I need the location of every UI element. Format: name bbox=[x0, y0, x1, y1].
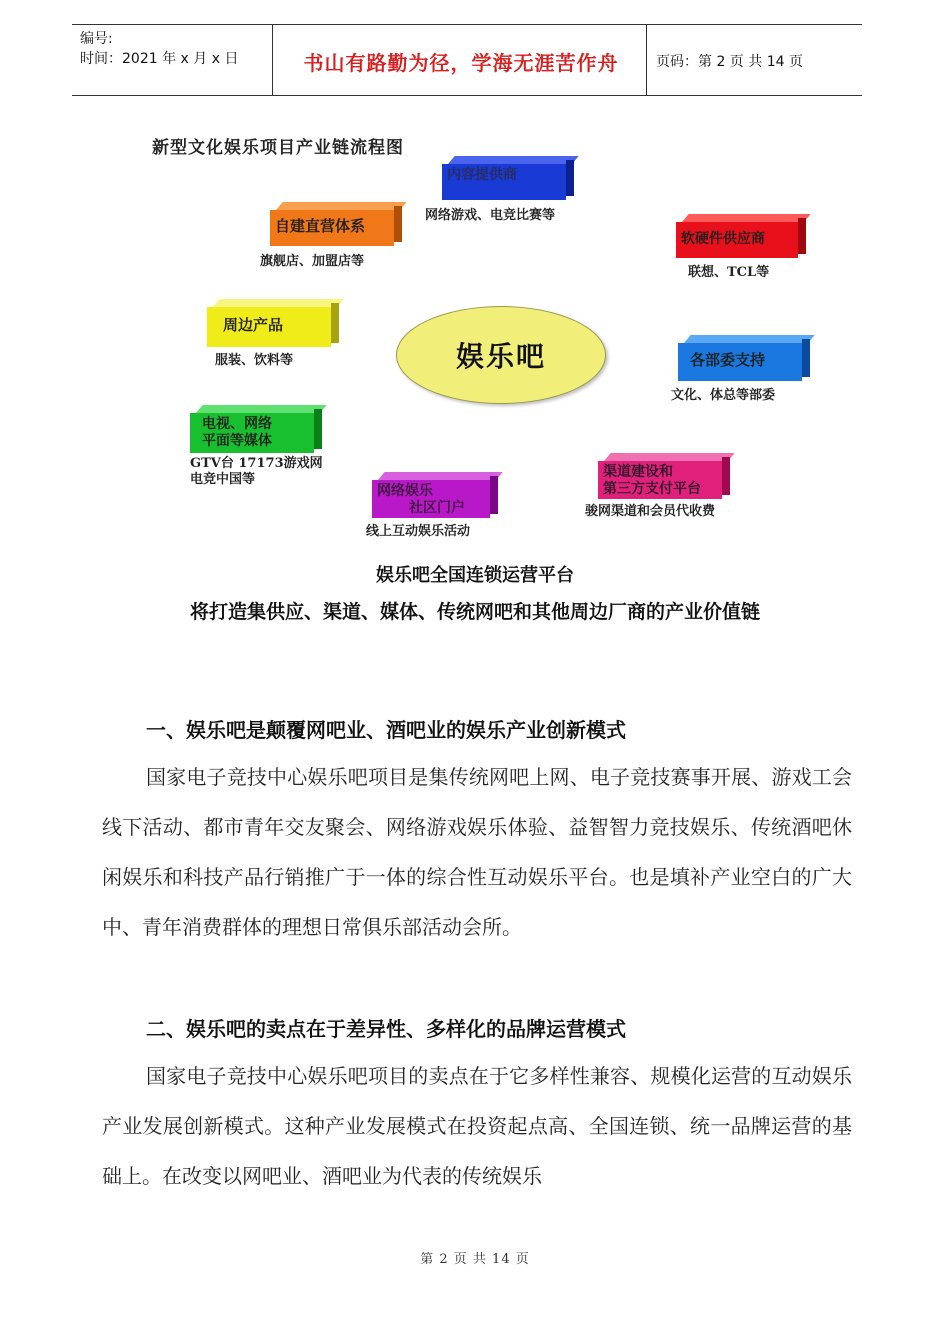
section-heading: 一、娱乐吧是颠覆网吧业、酒吧业的娱乐产业创新模式 bbox=[146, 718, 626, 742]
node-label-line: 社区门户 bbox=[409, 500, 465, 516]
header-divider bbox=[272, 25, 273, 95]
node-sub: 文化、体总等部委 bbox=[671, 388, 776, 403]
node-sub: 线上互动娱乐活动 bbox=[366, 524, 471, 539]
node-sub: 骏网渠道和会员代收费 bbox=[585, 504, 716, 519]
center-label: 娱乐吧 bbox=[455, 340, 546, 373]
time-label: 时间：2021 年 x 月 x 日 bbox=[80, 51, 239, 67]
diagram-caption: 将打造集供应、渠道、媒体、传统网吧和其他周边厂商的产业价值链 bbox=[189, 601, 760, 623]
node-label bbox=[190, 413, 314, 453]
header-motto: 书山有路勤为径，学海无涯苦作舟 bbox=[303, 51, 619, 75]
node-sub: 网络游戏、电竞比赛等 bbox=[425, 208, 556, 223]
node-sub: 旗舰店、加盟店等 bbox=[260, 254, 365, 269]
node-label bbox=[372, 480, 490, 518]
node-sub: 联想、TCL等 bbox=[688, 265, 770, 280]
header-left bbox=[80, 29, 238, 69]
node-label: 软硬件供应商 bbox=[676, 222, 798, 258]
node-label-line: 第三方支付平台 bbox=[603, 481, 701, 497]
node-label-line: 网络娱乐 bbox=[377, 483, 433, 499]
page-header bbox=[72, 24, 862, 96]
page-footer: 第 2 页 共 14 页 bbox=[420, 1252, 530, 1267]
center-node bbox=[396, 306, 606, 404]
header-page-info: 页码：第 2 页 共 14 页 bbox=[656, 54, 803, 70]
node-label: 周边产品 bbox=[207, 307, 331, 347]
section-paragraph: 国家电子竞技中心娱乐吧项目是集传统网吧上网、电子竞技赛事开展、游戏工会线下活动、都市青年交友聚会、网络游戏娱乐体验、益智智力竞技娱乐、传统酒吧休闲娱乐和科技产品行销推广于一体的综合性互动娱乐平台。也是填补产业空白的广大中、青年消费群体的理想日常俱乐部活动会所。 bbox=[102, 765, 852, 939]
section-paragraph: 国家电子竞技中心娱乐吧项目的卖点在于它多样性兼容、规模化运营的互动娱乐产业发展创新模式。这种产业发展模式在投资起点高、全国连锁、统一品牌运营的基础上。在改变以网吧业、酒吧业为代表的传统娱乐 bbox=[102, 1064, 852, 1188]
diagram-title: 新型文化娱乐项目产业链流程图 bbox=[152, 138, 404, 158]
header-divider bbox=[646, 25, 647, 95]
code-label: 编号: bbox=[80, 31, 113, 47]
node-label-line: 电视、网络 bbox=[202, 416, 272, 432]
node-sub-line: GTV台 17173游戏网 bbox=[190, 456, 323, 471]
node-label-line: 平面等媒体 bbox=[202, 433, 272, 449]
node-sub: 服装、饮料等 bbox=[215, 353, 294, 368]
diagram-caption: 娱乐吧全国连锁运营平台 bbox=[376, 565, 574, 586]
node-label: 自建直营体系 bbox=[270, 210, 394, 246]
node-label bbox=[598, 461, 722, 499]
node-label: 各部委支持 bbox=[678, 343, 802, 381]
node-label: 内容提供商 bbox=[442, 164, 566, 200]
section-heading: 二、娱乐吧的卖点在于差异性、多样化的品牌运营模式 bbox=[146, 1017, 626, 1041]
node-label-line: 渠道建设和 bbox=[603, 464, 673, 480]
node-sub bbox=[190, 456, 323, 488]
node-sub-line: 电竞中国等 bbox=[190, 472, 256, 487]
